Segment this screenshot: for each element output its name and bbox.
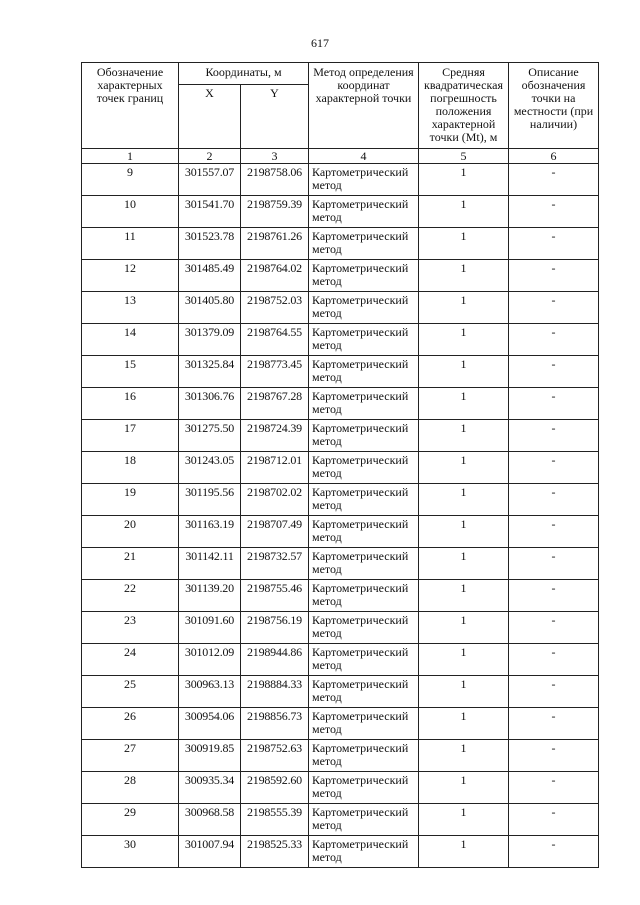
method-cell: Картометрический метод [309, 484, 419, 516]
table-row [82, 196, 599, 228]
error-cell: 1 [419, 644, 509, 676]
y-coordinate-cell: 2198724.39 [241, 420, 309, 452]
x-coordinate-cell: 301163.19 [179, 516, 241, 548]
table-row [82, 548, 599, 580]
point-id-cell: 13 [82, 292, 179, 324]
y-coordinate-cell: 2198752.03 [241, 292, 309, 324]
x-coordinate-cell: 301325.84 [179, 356, 241, 388]
method-cell: Картометрический метод [309, 676, 419, 708]
method-cell: Картометрический метод [309, 548, 419, 580]
y-coordinate-cell: 2198707.49 [241, 516, 309, 548]
description-cell: - [509, 164, 599, 196]
column-number: 3 [241, 149, 309, 164]
method-cell: Картометрический метод [309, 324, 419, 356]
point-id-cell: 11 [82, 228, 179, 260]
table-row [82, 612, 599, 644]
description-cell: - [509, 196, 599, 228]
error-cell: 1 [419, 708, 509, 740]
x-coordinate-cell: 301557.07 [179, 164, 241, 196]
description-cell: - [509, 388, 599, 420]
description-cell: - [509, 644, 599, 676]
point-id-cell: 16 [82, 388, 179, 420]
header-method: Метод определения координат характерной точки [309, 63, 419, 149]
description-cell: - [509, 228, 599, 260]
y-coordinate-cell: 2198758.06 [241, 164, 309, 196]
x-coordinate-cell: 301275.50 [179, 420, 241, 452]
page-number: 617 [311, 36, 329, 50]
method-cell: Картометрический метод [309, 292, 419, 324]
y-coordinate-cell: 2198884.33 [241, 676, 309, 708]
method-cell: Картометрический метод [309, 420, 419, 452]
y-coordinate-cell: 2198764.55 [241, 324, 309, 356]
error-cell: 1 [419, 484, 509, 516]
x-coordinate-cell: 301541.70 [179, 196, 241, 228]
point-id-cell: 10 [82, 196, 179, 228]
method-cell: Картометрический метод [309, 804, 419, 836]
column-number: 4 [309, 149, 419, 164]
description-cell: - [509, 356, 599, 388]
error-cell: 1 [419, 292, 509, 324]
table-row [82, 708, 599, 740]
y-coordinate-cell: 2198944.86 [241, 644, 309, 676]
y-coordinate-cell: 2198752.63 [241, 740, 309, 772]
error-cell: 1 [419, 612, 509, 644]
header-coordinates: Координаты, м [179, 63, 309, 85]
method-cell: Картометрический метод [309, 452, 419, 484]
table-row [82, 228, 599, 260]
x-coordinate-cell: 301012.09 [179, 644, 241, 676]
y-coordinate-cell: 2198525.33 [241, 836, 309, 868]
x-coordinate-cell: 301485.49 [179, 260, 241, 292]
table-row [82, 292, 599, 324]
description-cell: - [509, 260, 599, 292]
y-coordinate-cell: 2198856.73 [241, 708, 309, 740]
y-coordinate-cell: 2198732.57 [241, 548, 309, 580]
error-cell: 1 [419, 356, 509, 388]
table-header-row [82, 63, 599, 85]
table-row [82, 420, 599, 452]
error-cell: 1 [419, 772, 509, 804]
y-coordinate-cell: 2198759.39 [241, 196, 309, 228]
method-cell: Картометрический метод [309, 196, 419, 228]
header-error: Средняя квадратическая погрешность положения характерной точки (Mt), м [419, 63, 509, 149]
point-id-cell: 22 [82, 580, 179, 612]
description-cell: - [509, 740, 599, 772]
column-number-row [82, 149, 599, 164]
method-cell: Картометрический метод [309, 772, 419, 804]
point-id-cell: 14 [82, 324, 179, 356]
description-cell: - [509, 292, 599, 324]
method-cell: Картометрический метод [309, 388, 419, 420]
table-row [82, 388, 599, 420]
error-cell: 1 [419, 804, 509, 836]
point-id-cell: 30 [82, 836, 179, 868]
description-cell: - [509, 516, 599, 548]
error-cell: 1 [419, 324, 509, 356]
x-coordinate-cell: 301243.05 [179, 452, 241, 484]
error-cell: 1 [419, 676, 509, 708]
table-row [82, 260, 599, 292]
column-number: 1 [82, 149, 179, 164]
table-row [82, 516, 599, 548]
method-cell: Картометрический метод [309, 708, 419, 740]
table-row [82, 164, 599, 196]
table-row [82, 484, 599, 516]
x-coordinate-cell: 300968.58 [179, 804, 241, 836]
y-coordinate-cell: 2198555.39 [241, 804, 309, 836]
header-x: X [179, 85, 241, 149]
method-cell: Картометрический метод [309, 356, 419, 388]
table-row [82, 452, 599, 484]
method-cell: Картометрический метод [309, 612, 419, 644]
x-coordinate-cell: 301007.94 [179, 836, 241, 868]
description-cell: - [509, 708, 599, 740]
x-coordinate-cell: 300963.13 [179, 676, 241, 708]
error-cell: 1 [419, 580, 509, 612]
x-coordinate-cell: 301139.20 [179, 580, 241, 612]
description-cell: - [509, 772, 599, 804]
column-number: 6 [509, 149, 599, 164]
error-cell: 1 [419, 260, 509, 292]
point-id-cell: 25 [82, 676, 179, 708]
x-coordinate-cell: 301142.11 [179, 548, 241, 580]
x-coordinate-cell: 301523.78 [179, 228, 241, 260]
description-cell: - [509, 804, 599, 836]
point-id-cell: 26 [82, 708, 179, 740]
table-row [82, 324, 599, 356]
table-body [82, 164, 599, 868]
table-row [82, 676, 599, 708]
column-number: 5 [419, 149, 509, 164]
table-row [82, 804, 599, 836]
x-coordinate-cell: 300919.85 [179, 740, 241, 772]
y-coordinate-cell: 2198761.26 [241, 228, 309, 260]
table-row [82, 836, 599, 868]
description-cell: - [509, 612, 599, 644]
x-coordinate-cell: 301195.56 [179, 484, 241, 516]
x-coordinate-cell: 301379.09 [179, 324, 241, 356]
point-id-cell: 28 [82, 772, 179, 804]
header-point-designation: Обозначение характерных точек границ [82, 63, 179, 149]
header-description: Описание обозначения точки на местности (при наличии) [509, 63, 599, 149]
description-cell: - [509, 484, 599, 516]
y-coordinate-cell: 2198755.46 [241, 580, 309, 612]
description-cell: - [509, 836, 599, 868]
point-id-cell: 21 [82, 548, 179, 580]
method-cell: Картометрический метод [309, 740, 419, 772]
x-coordinate-cell: 301405.80 [179, 292, 241, 324]
point-id-cell: 15 [82, 356, 179, 388]
y-coordinate-cell: 2198767.28 [241, 388, 309, 420]
point-id-cell: 9 [82, 164, 179, 196]
error-cell: 1 [419, 516, 509, 548]
point-id-cell: 24 [82, 644, 179, 676]
table-row [82, 580, 599, 612]
description-cell: - [509, 676, 599, 708]
y-coordinate-cell: 2198712.01 [241, 452, 309, 484]
error-cell: 1 [419, 388, 509, 420]
error-cell: 1 [419, 196, 509, 228]
point-id-cell: 12 [82, 260, 179, 292]
table-row [82, 356, 599, 388]
point-id-cell: 18 [82, 452, 179, 484]
y-coordinate-cell: 2198756.19 [241, 612, 309, 644]
description-cell: - [509, 324, 599, 356]
table-row [82, 772, 599, 804]
description-cell: - [509, 580, 599, 612]
point-id-cell: 29 [82, 804, 179, 836]
point-id-cell: 23 [82, 612, 179, 644]
error-cell: 1 [419, 420, 509, 452]
x-coordinate-cell: 301091.60 [179, 612, 241, 644]
x-coordinate-cell: 301306.76 [179, 388, 241, 420]
method-cell: Картометрический метод [309, 644, 419, 676]
y-coordinate-cell: 2198702.02 [241, 484, 309, 516]
error-cell: 1 [419, 836, 509, 868]
y-coordinate-cell: 2198764.02 [241, 260, 309, 292]
description-cell: - [509, 548, 599, 580]
column-number: 2 [179, 149, 241, 164]
table-row [82, 644, 599, 676]
x-coordinate-cell: 300935.34 [179, 772, 241, 804]
x-coordinate-cell: 300954.06 [179, 708, 241, 740]
point-id-cell: 19 [82, 484, 179, 516]
point-id-cell: 20 [82, 516, 179, 548]
method-cell: Картометрический метод [309, 228, 419, 260]
error-cell: 1 [419, 228, 509, 260]
error-cell: 1 [419, 740, 509, 772]
method-cell: Картометрический метод [309, 836, 419, 868]
error-cell: 1 [419, 164, 509, 196]
method-cell: Картометрический метод [309, 164, 419, 196]
point-id-cell: 17 [82, 420, 179, 452]
method-cell: Картометрический метод [309, 260, 419, 292]
boundary-points-table [81, 62, 599, 868]
method-cell: Картометрический метод [309, 580, 419, 612]
description-cell: - [509, 420, 599, 452]
header-y: Y [241, 85, 309, 149]
y-coordinate-cell: 2198592.60 [241, 772, 309, 804]
description-cell: - [509, 452, 599, 484]
point-id-cell: 27 [82, 740, 179, 772]
y-coordinate-cell: 2198773.45 [241, 356, 309, 388]
error-cell: 1 [419, 548, 509, 580]
error-cell: 1 [419, 452, 509, 484]
method-cell: Картометрический метод [309, 516, 419, 548]
table-row [82, 740, 599, 772]
